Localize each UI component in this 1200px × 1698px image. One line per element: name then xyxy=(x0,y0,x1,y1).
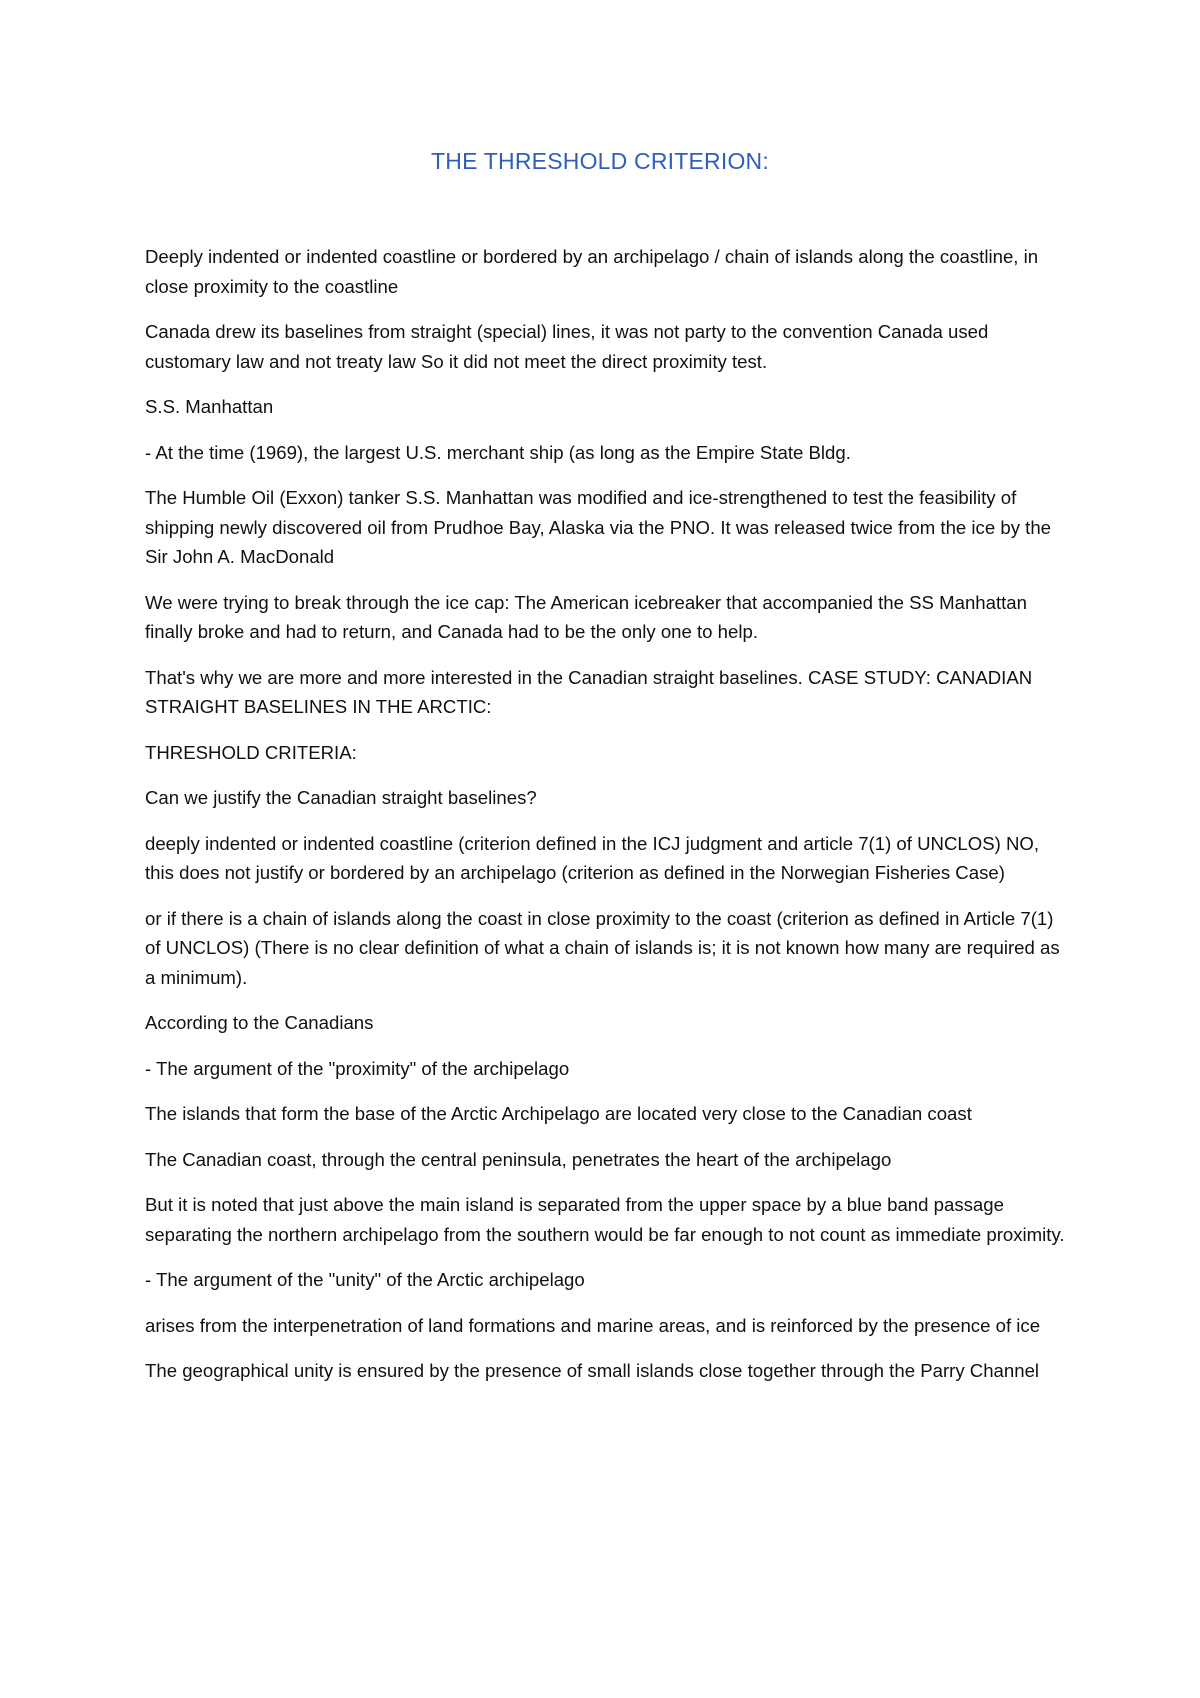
paragraph-islands-close: The islands that form the base of the Arctic Archipelago are located very close to the Canadian coast xyxy=(145,1103,972,1124)
paragraph-unity-argument: - The argument of the "unity" of the Arctic archipelago xyxy=(145,1269,585,1290)
paragraph-blue-band: But it is noted that just above the main island is separated from the upper space by a blue band passage separating the northern archipelago from the southern would be far enough to not count as immediate proximity. xyxy=(145,1194,1065,1245)
paragraph-largest-ship: - At the time (1969), the largest U.S. merchant ship (as long as the Empire State Bldg. xyxy=(145,441,851,463)
paragraph-humble-oil: The Humble Oil (Exxon) tanker S.S. Manhattan was modified and ice-strengthened to test the feasibility of shipping newly discovered oil from Prudhoe Bay, Alaska via the PNO. It was released twice from the ice by the Sir John A. MacDonald xyxy=(145,487,1052,567)
paragraph-ice-cap: We were trying to break through the ice cap: The American icebreaker that accompanied the SS Manhattan finally broke and had to return, and Canada had to be the only one to help. xyxy=(145,591,1027,642)
document-title: THE THRESHOLD CRITERION: xyxy=(431,148,769,174)
document-body xyxy=(145,242,1065,1402)
paragraph-according-canadians: According to the Canadians xyxy=(145,1012,374,1033)
paragraph-threshold-criteria-heading: THRESHOLD CRITERIA: xyxy=(145,741,357,763)
paragraph-central-peninsula: The Canadian coast, through the central peninsula, penetrates the heart of the archipelago xyxy=(145,1148,892,1170)
paragraph-threshold-definition: Deeply indented or indented coastline or bordered by an archipelago / chain of islands along the coastline, in close proximity to the coastline xyxy=(145,246,1039,297)
paragraph-parry-channel: The geographical unity is ensured by the presence of small islands close together through the Parry Channel xyxy=(145,1360,1040,1381)
paragraph-case-study: That's why we are more and more interested in the Canadian straight baselines. CASE STUDY: CANADIAN STRAIGHT BASELINES IN THE ARCTIC: xyxy=(145,666,1033,717)
paragraph-canada-baselines: Canada drew its baselines from straight (special) lines, it was not party to the convention Canada used customary law and not treaty law So it did not meet the direct proximity test. xyxy=(145,321,989,372)
paragraph-chain-of-islands: or if there is a chain of islands along the coast in close proximity to the coast (criterion as defined in Article 7(1) of UNCLOS) (There is no clear definition of what a chain of islands is; it is not known how many are required as a minimum). xyxy=(145,907,1060,988)
paragraph-ss-manhattan-heading: S.S. Manhattan xyxy=(145,396,274,417)
paragraph-interpenetration: arises from the interpenetration of land formations and marine areas, and is reinforced by the presence of ice xyxy=(145,1314,1041,1336)
paragraph-justify-question: Can we justify the Canadian straight baselines? xyxy=(145,787,537,808)
paragraph-indented-coastline: deeply indented or indented coastline (criterion defined in the ICJ judgment and article 7(1) of UNCLOS) NO, this does not justify or bordered by an archipelago (criterion as defined in the Norwegian Fisheries Case) xyxy=(145,832,1040,883)
paragraph-proximity-argument: - The argument of the "proximity" of the archipelago xyxy=(145,1057,570,1079)
